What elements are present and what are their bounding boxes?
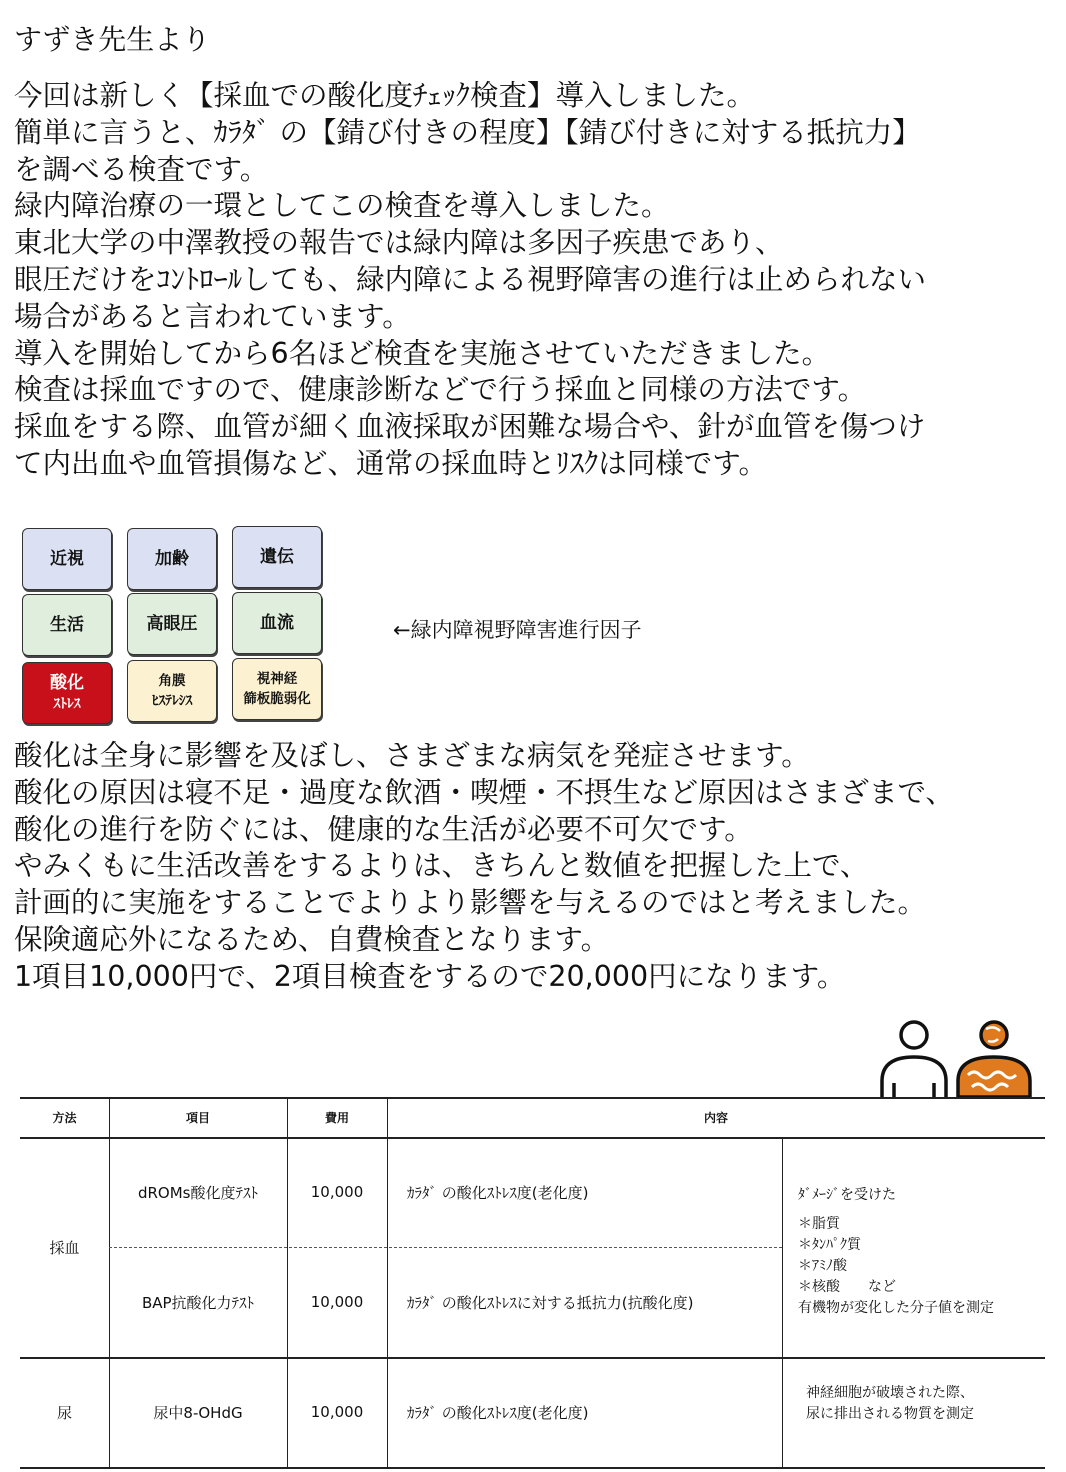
content-bap: ｶﾗﾀﾞ の酸化ｽﾄﾚｽに対する抵抗力(抗酸化度) bbox=[407, 1293, 694, 1312]
factor-label: ｽﾄﾚｽ bbox=[53, 696, 81, 712]
factor-label: 血流 bbox=[260, 613, 294, 633]
person-outline-icon bbox=[882, 1022, 946, 1097]
text-line: やみくもに生活改善をするよりは、きちんと数値を把握した上で、 bbox=[14, 849, 869, 883]
text-line: 簡単に言うと、ｶﾗﾀﾞ の【錆び付きの程度】【錆び付きに対する抵抗力】 bbox=[14, 115, 921, 149]
header-content: 内容 bbox=[703, 1110, 728, 1125]
factor-box-corneal-hysteresis bbox=[127, 660, 217, 722]
factor-label: 近視 bbox=[50, 549, 84, 569]
page-title: すずき先生より bbox=[14, 23, 211, 56]
cost-8ohdg: 10,000 bbox=[310, 1403, 364, 1421]
factor-label: 酸化 bbox=[50, 673, 84, 693]
factor-box-oxidative-stress bbox=[22, 662, 112, 724]
text-line: 場合があると言われています。 bbox=[14, 299, 411, 333]
content-droms: ｶﾗﾀﾞ の酸化ｽﾄﾚｽ度(老化度) bbox=[407, 1183, 589, 1202]
factor-box-high-iop bbox=[127, 593, 217, 655]
method-blood: 採血 bbox=[49, 1238, 80, 1257]
text-line: 今回は新しく【採血での酸化度ﾁｪｯｸ検査】導入しました。 bbox=[14, 79, 756, 112]
text-line: 東北大学の中澤教授の報告では緑内障は多因子疾患であり、 bbox=[14, 226, 784, 260]
header-item: 項目 bbox=[185, 1110, 210, 1125]
text-line: 眼圧だけをｺﾝﾄﾛｰﾙしても、緑内障による視野障害の進行は止められない bbox=[14, 262, 927, 296]
text-line: 計画的に実施をすることでよりより影響を与えるのではと考えました。 bbox=[14, 886, 927, 920]
text-line: 保険適応外になるため、自費検査となります。 bbox=[14, 922, 610, 956]
text-line: 酸化の原因は寝不足・過度な飲酒・喫煙・不摂生など原因はさまざまで、 bbox=[14, 775, 954, 809]
factor-label: 遺伝 bbox=[260, 547, 294, 567]
text-line: 採血をする際、血管が細く血液採取が困難な場合や、針が血管を傷つけ bbox=[14, 410, 926, 444]
factor-label: 角膜 bbox=[158, 673, 186, 689]
note-line: ﾀﾞﾒｰｼﾞを受けた bbox=[798, 1187, 896, 1203]
factor-box-lamina-cribrosa bbox=[232, 658, 322, 720]
text-line: て内出血や血管損傷など、通常の採血時とﾘｽｸは同様です。 bbox=[14, 446, 767, 480]
factor-label: 篩板脆弱化 bbox=[243, 691, 311, 707]
factor-box-lifestyle bbox=[22, 594, 112, 656]
factor-label: 生活 bbox=[50, 615, 84, 635]
note-line: ＊ﾀﾝﾊﾟｸ質 bbox=[798, 1237, 861, 1253]
item-droms: dROMs酸化度ﾃｽﾄ bbox=[137, 1183, 258, 1202]
text-line: を調べる検査です。 bbox=[14, 152, 269, 186]
header-cost: 費用 bbox=[324, 1110, 349, 1125]
intro-paragraph bbox=[14, 78, 926, 483]
text-line: 検査は採血ですので、健康診断などで行う採血と同様の方法です。 bbox=[14, 373, 867, 407]
factor-box-myopia bbox=[22, 528, 112, 590]
note-line: 有機物が変化した分子値を測定 bbox=[798, 1300, 994, 1316]
text-line: 導入を開始してから6名ほど検査を実施させていただきました。 bbox=[14, 336, 831, 370]
factor-caption: ←緑内障視野障害進行因子 bbox=[393, 618, 642, 642]
item-8ohdg: 尿中8-OHdG bbox=[153, 1403, 243, 1422]
test-table bbox=[20, 1097, 1045, 1469]
text-line: 1項目10,000円で、2項目検査をするので20,000円になります。 bbox=[14, 959, 846, 993]
text-line: 緑内障治療の一環としてこの検査を導入しました。 bbox=[14, 189, 670, 223]
header-method: 方法 bbox=[52, 1110, 77, 1125]
text-line: 酸化の進行を防ぐには、健康的な生活が必要不可欠です。 bbox=[14, 812, 753, 846]
note-line: 神経細胞が破壊された際、 bbox=[806, 1385, 974, 1401]
text-line: 酸化は全身に影響を及ぼし、さまざまな病気を発症させます。 bbox=[14, 739, 810, 772]
factor-box-heredity bbox=[232, 526, 322, 588]
factor-box-blood-flow bbox=[232, 592, 322, 654]
content-8ohdg: ｶﾗﾀﾞ の酸化ｽﾄﾚｽ度(老化度) bbox=[407, 1403, 589, 1422]
factor-label: ﾋｽﾃﾚｼｽ bbox=[151, 693, 193, 709]
note-line: ＊脂質 bbox=[798, 1216, 840, 1232]
note-line: 尿に排出される物質を測定 bbox=[806, 1406, 974, 1422]
factor-label: 視神経 bbox=[256, 671, 298, 687]
factor-label: 加齢 bbox=[155, 549, 189, 569]
factor-label: 高眼圧 bbox=[146, 614, 198, 634]
urine-note bbox=[806, 1383, 974, 1425]
note-line: ＊ｱﾐﾉ酸 bbox=[798, 1258, 847, 1274]
body-paragraph bbox=[14, 738, 954, 996]
method-urine: 尿 bbox=[56, 1403, 72, 1422]
blood-note bbox=[798, 1185, 994, 1319]
item-bap: BAP抗酸化力ﾃｽﾄ bbox=[141, 1293, 255, 1312]
cost-bap: 10,000 bbox=[310, 1293, 364, 1311]
note-line: ＊核酸 など bbox=[798, 1279, 896, 1295]
factor-box-aging bbox=[127, 528, 217, 590]
people-illustration bbox=[876, 1015, 1036, 1097]
person-oxidized-icon bbox=[958, 1022, 1030, 1097]
cost-droms: 10,000 bbox=[310, 1183, 364, 1201]
factor-grid bbox=[22, 528, 324, 728]
